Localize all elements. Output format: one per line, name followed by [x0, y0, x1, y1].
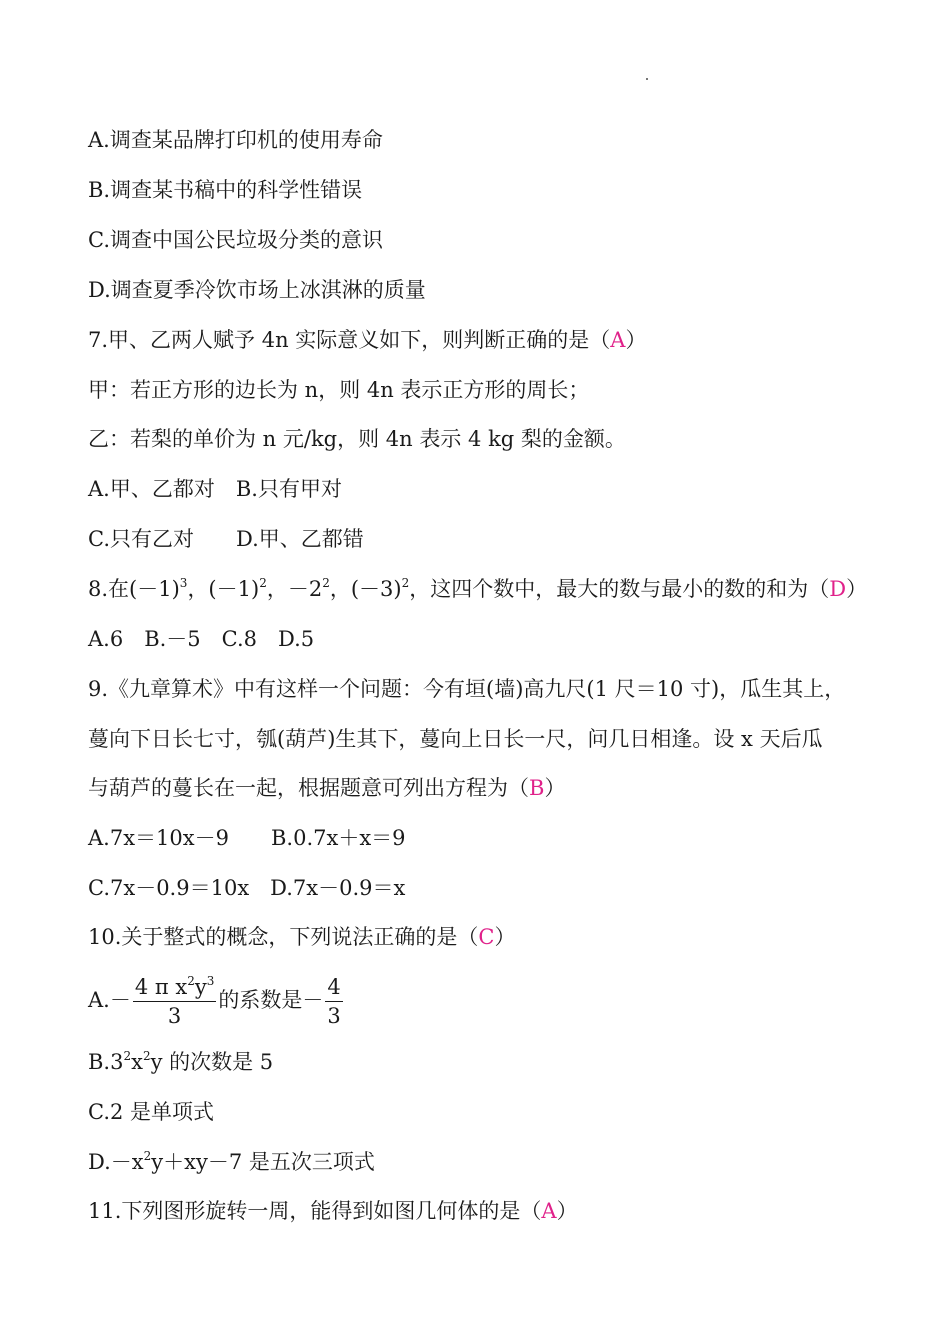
q10-b-exp-2: 2	[142, 1049, 151, 1063]
q10-option-c: C.2 是单项式	[88, 1100, 215, 1124]
q6-option-b: B.调查某书稿中的科学性错误	[88, 178, 363, 202]
q10-a-coef-denominator: 3	[327, 1004, 341, 1028]
q8-part-3: ，－2	[266, 577, 323, 601]
q7-yi-statement: 乙：若梨的单价为 n 元/kg，则 4n 表示 4 kg 梨的金额。	[88, 427, 626, 451]
q10-a-numerator	[133, 975, 217, 1002]
q10-a-denominator: 3	[167, 1004, 182, 1028]
q10-close-paren: ）	[494, 925, 516, 949]
q11-stem	[88, 1197, 578, 1225]
q9-close-paren: ）	[544, 776, 566, 800]
q10-d-part-2: y＋xy－7 是五次三项式	[151, 1150, 375, 1174]
q8-stem	[88, 575, 867, 603]
q8-exp-2: 2	[259, 576, 267, 590]
q9-line-3-text: 与葫芦的蔓长在一起，根据题意可列出方程为（	[88, 776, 529, 800]
q6-option-a: A.调查某品牌打印机的使用寿命	[88, 128, 383, 152]
q9-line-2: 蔓向下日长七寸，瓠(葫芦)生其下，蔓向上日长一尺，问几日相逢。设 x 天后瓜	[88, 727, 823, 751]
q10-stem	[88, 923, 515, 951]
q10-b-part-1: B.3	[88, 1050, 124, 1074]
q11-answer: A	[541, 1199, 557, 1223]
q7-jia-statement: 甲：若正方形的边长为 n，则 4n 表示正方形的周长；	[88, 378, 590, 402]
q10-option-d	[88, 1148, 375, 1176]
q9-line-1: 9.《九章算术》中有这样一个问题：今有垣(墙)高九尺(1 尺＝10 寸)，瓜生其上，	[88, 677, 846, 701]
q10-d-exp-1: 2	[143, 1149, 152, 1163]
q8-exp-1: 3	[179, 576, 188, 590]
q7-options-ab: A.甲、乙都对 B.只有甲对	[88, 477, 342, 501]
q9-answer: B	[529, 776, 545, 800]
q8-part-5: ，这四个数中，最大的数与最小的数的和为（	[409, 577, 830, 601]
q10-d-part-1: D.－x	[88, 1150, 144, 1174]
q9-line-3	[88, 774, 565, 802]
q6-option-c: C.调查中国公民垃圾分类的意识	[88, 228, 383, 252]
q8-close-paren: ）	[846, 577, 868, 601]
q10-a-num-part-2: y	[194, 975, 207, 999]
q10-a-fraction	[133, 975, 217, 1028]
q10-a-coefficient-fraction	[325, 975, 342, 1028]
q8-part-4: ，(－3)	[329, 577, 402, 601]
q10-a-num-exp-2: 3	[206, 974, 215, 988]
q8-options: A.6 B.－5 C.8 D.5	[88, 627, 315, 651]
q10-a-prefix: A.－	[88, 988, 131, 1012]
q7-answer: A	[610, 328, 626, 352]
q8-part-2: ，(－1)	[187, 577, 260, 601]
q10-a-coef-numerator: 4	[325, 975, 342, 1002]
q6-option-d: D.调查夏季冷饮市场上冰淇淋的质量	[88, 278, 426, 302]
q10-stem-text: 10.关于整式的概念，下列说法正确的是（	[88, 925, 479, 949]
q10-a-num-exp-1: 2	[187, 974, 195, 988]
q11-stem-text: 11.下列图形旋转一周，能得到如图几何体的是（	[88, 1199, 542, 1223]
q10-b-part-3: y 的次数是 5	[150, 1050, 274, 1074]
q7-close-paren: ）	[625, 328, 647, 352]
q7-stem-text: 7.甲、乙两人赋予 4n 实际意义如下，则判断正确的是（	[88, 328, 611, 352]
page-dot-mark	[646, 78, 648, 80]
q7-options-cd: C.只有乙对 D.甲、乙都错	[88, 527, 364, 551]
q11-close-paren: ）	[556, 1199, 578, 1223]
q10-option-b	[88, 1048, 273, 1076]
q10-b-part-2: x	[131, 1050, 143, 1074]
q8-exp-4: 2	[401, 576, 410, 590]
q10-a-num-part-1: 4 π x	[134, 975, 188, 999]
q7-stem	[88, 326, 646, 354]
q10-b-exp-1: 2	[123, 1049, 132, 1063]
q9-options-ab: A.7x＝10x－9 B.0.7x＋x＝9	[88, 826, 406, 850]
q10-answer: C	[478, 925, 495, 949]
q9-options-cd: C.7x－0.9＝10x D.7x－0.9＝x	[88, 876, 406, 900]
q10-option-a	[88, 972, 345, 1028]
q8-part-1: 8.在(－1)	[88, 577, 180, 601]
q8-exp-3: 2	[322, 576, 330, 590]
q8-answer: D	[829, 577, 847, 601]
q10-a-middle-text: 的系数是－	[218, 988, 324, 1012]
